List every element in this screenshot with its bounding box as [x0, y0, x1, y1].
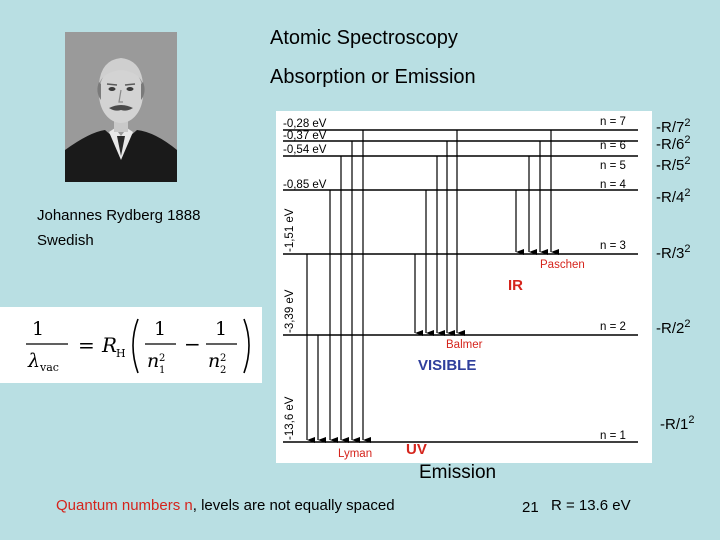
formula-term2-sup: 2 [220, 353, 227, 364]
energy-label-n1: -13,6 eV [284, 396, 296, 440]
page-subtitle: Absorption or Emission [270, 66, 476, 88]
rydberg-formula [0, 307, 262, 383]
region-label-uv: UV [406, 441, 427, 458]
energy-label-n2: -3,39 eV [284, 289, 296, 333]
rydberg-term-6: $-R/6^2$ [656, 134, 691, 153]
rydberg-constant-value: R = 13.6 eV [551, 497, 631, 514]
energy-label-n7: -0,28 eV [283, 118, 327, 130]
formula-term2-n: n [208, 350, 221, 372]
formula-constant-sub: H [116, 347, 126, 360]
rydberg-portrait [65, 32, 177, 182]
slide-number: 21 [522, 499, 539, 516]
formula-term2-numerator: 1 [214, 318, 228, 340]
series-label-lyman: Lyman [338, 448, 373, 460]
rydberg-term-7: $-R/7^2$ [656, 117, 691, 136]
formula-term1-sub: 1 [159, 365, 166, 376]
portrait-caption-name: Johannes Rydberg 1888 [37, 207, 201, 224]
formula-minus: − [184, 332, 201, 356]
n-label-3: n = 3 [600, 240, 626, 252]
energy-label-n4: -0,85 eV [283, 179, 327, 191]
bottom-note-highlight: Quantum numbers n [56, 497, 193, 514]
region-label-visible: VISIBLE [418, 357, 477, 374]
formula-term1-n: n [147, 350, 160, 372]
formula-term1-sup: 2 [159, 353, 166, 364]
formula-equals: = [78, 333, 95, 357]
n-label-6: n = 6 [600, 140, 626, 152]
formula-constant: R [102, 333, 118, 357]
rydberg-term-1: $-R/1^2$ [660, 414, 695, 433]
n-label-2: n = 2 [600, 321, 626, 333]
energy-label-n5: -0,54 eV [283, 144, 327, 156]
rydberg-term-2: $-R/2^2$ [656, 318, 691, 337]
region-label-ir: IR [508, 277, 523, 294]
formula-lhs-numerator: 1 [31, 318, 45, 340]
series-label-paschen: Paschen [540, 259, 585, 271]
rydberg-term-5: $-R/5^2$ [656, 155, 691, 174]
emission-label: Emission [419, 462, 497, 483]
bottom-note-rest: , levels are not equally spaced [192, 497, 395, 514]
formula-term2-sub: 2 [220, 365, 227, 376]
energy-level-diagram [276, 111, 652, 463]
rydberg-term-4: $-R/4^2$ [656, 187, 691, 206]
formula-term1-numerator: 1 [153, 318, 167, 340]
page-title: Atomic Spectroscopy [270, 27, 458, 49]
rydberg-term-3: $-R/3^2$ [656, 243, 691, 262]
formula-lambda: λ [28, 350, 41, 372]
n-label-7: n = 7 [600, 116, 626, 128]
bottom-note [56, 497, 395, 514]
series-label-balmer: Balmer [446, 339, 483, 351]
formula-lambda-sub: vac [40, 361, 59, 374]
n-label-4: n = 4 [600, 179, 626, 191]
n-label-5: n = 5 [600, 160, 626, 172]
n-label-1: n = 1 [600, 430, 626, 442]
energy-label-n6: -0,37 eV [283, 130, 327, 142]
energy-label-n3: -1,51 eV [284, 208, 296, 252]
portrait-caption-nationality: Swedish [37, 232, 94, 249]
